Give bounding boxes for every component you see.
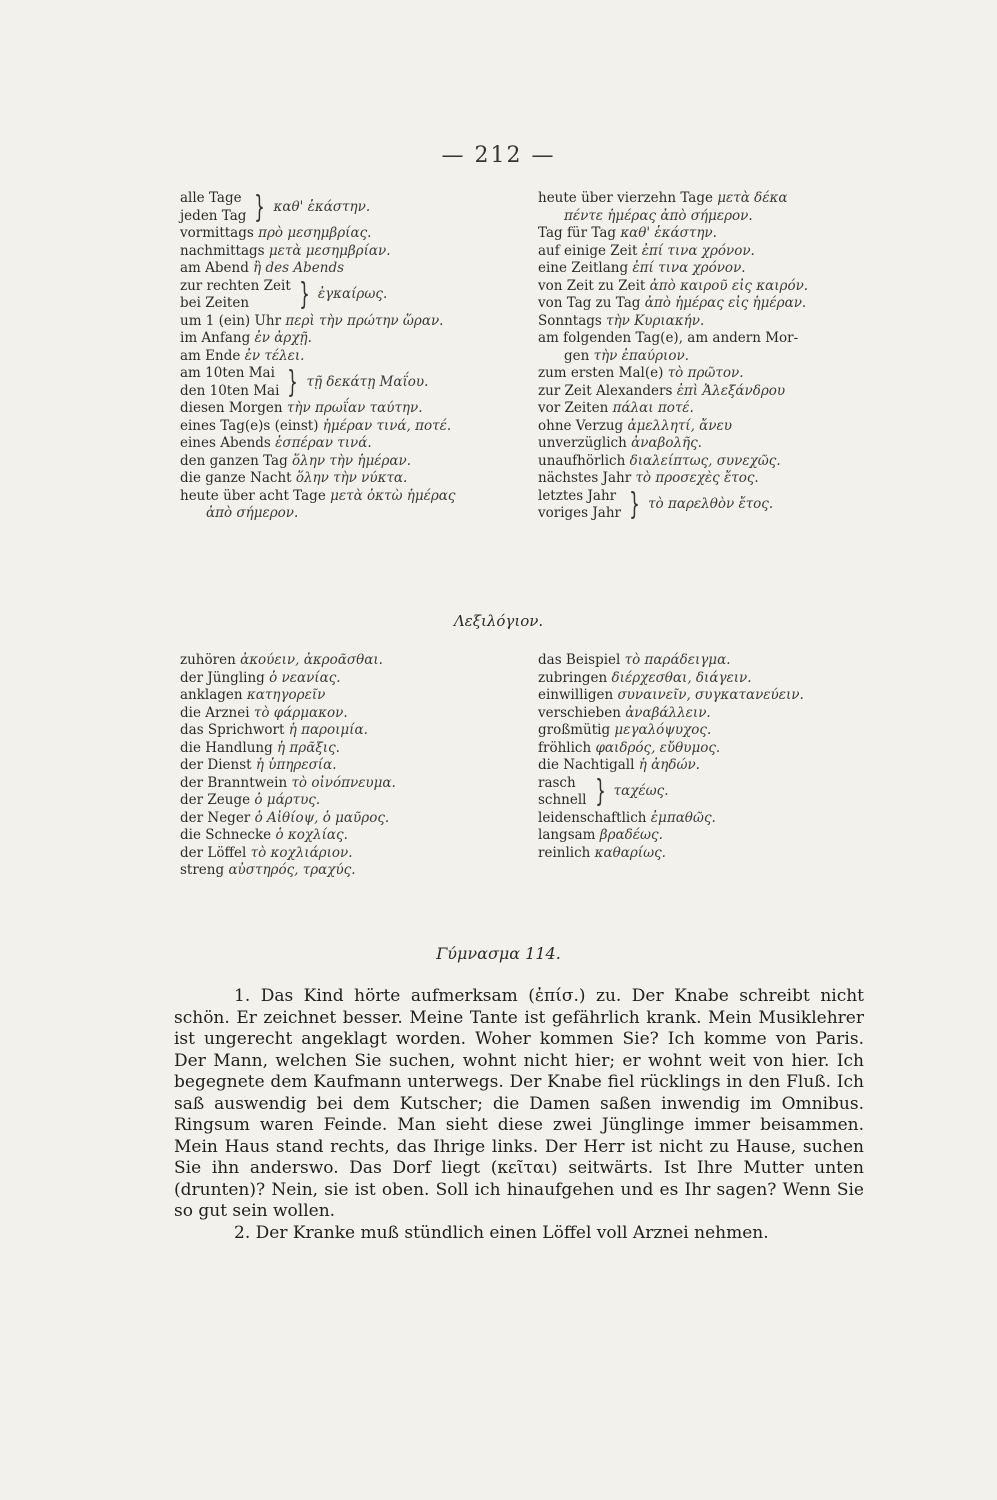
greek-translation: τὸ παρελθὸν ἔτος. <box>648 496 774 513</box>
german-term: am 10ten Mai <box>180 365 275 381</box>
greek-translation: μετὰ μεσημβρίαν. <box>268 242 391 259</box>
greek-translation: βραδέως. <box>599 827 663 843</box>
german-term: großmütig <box>538 722 611 738</box>
brace-entry <box>180 190 510 225</box>
german-term: heute über acht Tage <box>180 487 326 504</box>
german-term: von Tag zu Tag <box>538 295 641 311</box>
german-term: fröhlich <box>538 739 592 756</box>
greek-translation: μετὰ δέκα <box>717 190 788 206</box>
german-term: den 10ten Mai <box>180 382 280 399</box>
greek-translation: ταχέως. <box>613 783 669 800</box>
german-term: zuhören <box>180 652 236 668</box>
phrase-entry <box>538 810 878 828</box>
german-term: der Jüngling <box>180 669 265 686</box>
exercise-heading: Γύμνασμα 114. <box>436 944 561 963</box>
phrase-entry <box>180 757 510 775</box>
greek-translation: ἢ des Abends <box>253 260 345 276</box>
brace-words <box>180 278 291 313</box>
german-term: reinlich <box>538 844 591 861</box>
greek-translation: ἀπὸ καιροῦ εἰς καιρόν. <box>649 277 809 294</box>
german-term: Tag für Tag <box>538 225 617 241</box>
greek-translation: ἡμέραν τινά, ποτέ. <box>322 417 452 434</box>
vocab-column-right <box>538 652 878 862</box>
exercise-paragraph: 1. Das Kind hörte aufmerksam (ἐπίσ.) zu. Der Knabe schreibt nicht schön. Er zeichnet besser. Meine Tante ist gefährlich krank. Mein Musiklehrer ist ungerecht angeklagt worden. Woher kommen Sie? Ich komme von Paris. Der Mann, welchen Sie suchen, wohnt nicht hier; er wohnt weit von hier. Ich begegnete dem Kaufmann unterwegs. Der Knabe fiel rücklings in den Fluß. Ich saß auswendig bei dem Kutscher; die Damen saßen inwendig im Omnibus. Ringsum waren Feinde. Man sieht diese zwei Jünglinge immer beisammen. Mein Haus stand rechts, das Ihrige links. Der Herr ist nicht zu Hause, suchen Sie ihn anderswo. Das Dorf liegt (κεῖται) seitwärts. Ist Ihre Mutter unten (drunten)? Nein, sie ist oben. Soll ich hinaufgehen und es Ihr sagen? Wenn Sie so gut sein wollen. <box>174 986 864 1221</box>
phrase-entry <box>180 470 510 488</box>
phrase-entry <box>180 330 510 348</box>
greek-translation: τὸ φάρμακον. <box>253 704 348 721</box>
phrase-entry <box>538 845 878 863</box>
german-term: vor Zeiten <box>538 400 609 416</box>
german-term: der Löffel <box>180 844 247 861</box>
phrase-entry <box>538 383 878 401</box>
phrase-entry <box>180 243 510 261</box>
german-term: der Dienst <box>180 757 252 773</box>
german-term: unverzüglich <box>538 435 627 451</box>
german-term: streng <box>180 862 225 878</box>
phrase-entry <box>538 330 878 348</box>
phrase-entry <box>180 488 510 506</box>
german-term: den ganzen Tag <box>180 452 288 469</box>
phrase-entry <box>180 670 510 688</box>
brace-symbol: } <box>254 189 266 225</box>
phrase-entry <box>180 225 510 243</box>
german-term: am Ende <box>180 347 241 364</box>
greek-translation: ἐπί τινα χρόνον. <box>632 260 746 276</box>
german-term: nachmittags <box>180 242 265 259</box>
phrase-entry <box>538 278 878 296</box>
greek-translation: ἀμελλητί, ἄνευ <box>627 417 732 434</box>
german-term: jeden Tag <box>180 207 247 224</box>
german-term: schnell <box>538 792 587 808</box>
greek-translation: μετὰ ὀκτὼ ἡμέρας <box>330 487 456 504</box>
phrase-entry <box>180 453 510 471</box>
brace-symbol: } <box>287 364 299 400</box>
greek-translation: τὸ παράδειγμα. <box>624 652 731 668</box>
german-term: die Nachtigall <box>538 757 635 773</box>
greek-translation: ὁ κοχλίας. <box>275 827 348 843</box>
german-term: anklagen <box>180 687 243 703</box>
greek-translation: καθαρίως. <box>594 844 666 861</box>
greek-translation: διέρχεσθαι, διάγειν. <box>611 669 752 686</box>
german-term: der Branntwein <box>180 774 288 791</box>
german-term: verschieben <box>538 704 621 721</box>
phrase-entry <box>180 260 510 278</box>
german-term: langsam <box>538 827 596 843</box>
greek-translation: πάλαι ποτέ. <box>612 400 694 416</box>
greek-translation: ἡ ἀηδών. <box>638 757 700 773</box>
phrase-entry <box>538 652 878 670</box>
brace-symbol: } <box>594 774 606 809</box>
german-term: letztes Jahr <box>538 487 617 504</box>
greek-translation: ὅλην τὴν νύκτα. <box>295 470 408 486</box>
greek-translation: ἐγκαίρως. <box>317 286 388 303</box>
german-term: eines Tag(e)s (einst) <box>180 417 319 434</box>
german-term: das Sprichwort <box>180 722 285 738</box>
phrase-entry <box>538 722 878 740</box>
phrase-entry <box>180 775 510 793</box>
greek-translation: ἐπὶ Ἀλεξάνδρου <box>676 382 786 399</box>
greek-translation: τὸ οἰνόπνευμα. <box>291 774 396 791</box>
phrase-entry <box>538 670 878 688</box>
phrase-entry <box>538 365 878 383</box>
greek-translation: ἡ παροιμία. <box>288 722 368 738</box>
brace-entry <box>538 775 878 810</box>
phrase-entry <box>180 348 510 366</box>
greek-translation: τῇ δεκάτῃ Μαΐου. <box>306 373 429 390</box>
german-term: heute über vierzehn Tage <box>538 190 713 206</box>
lexilogion-heading: Λεξιλόγιον. <box>453 612 544 630</box>
brace-symbol: } <box>299 277 310 312</box>
phrase-entry <box>180 705 510 723</box>
greek-translation: ἀναβολῆς. <box>631 435 702 451</box>
greek-translation: ἡ πρᾶξις. <box>277 739 340 756</box>
phrase-entry <box>538 208 878 226</box>
phrase-entry <box>538 687 878 705</box>
german-term: ohne Verzug <box>538 417 624 434</box>
german-term: diesen Morgen <box>180 400 283 416</box>
greek-translation: τὴν ἐπαύριον. <box>593 347 689 364</box>
vocab-column-left <box>180 652 510 880</box>
phrase-entry <box>538 453 878 471</box>
greek-translation: αὐστηρός, τραχύς. <box>228 862 356 878</box>
german-term: gen <box>564 347 590 364</box>
exercise-text <box>174 986 864 1244</box>
german-term: zubringen <box>538 669 608 686</box>
german-term: vormittags <box>180 225 254 241</box>
phrase-entry <box>180 862 510 880</box>
phrase-entry <box>180 400 510 418</box>
phrase-entry <box>180 313 510 331</box>
german-term: zum ersten Mal(e) <box>538 365 664 381</box>
german-term: der Zeuge <box>180 792 251 808</box>
phrase-entry <box>538 827 878 845</box>
german-term: bei Zeiten <box>180 295 250 311</box>
phrase-entry <box>538 243 878 261</box>
greek-translation: πέντε ἡμέρας ἀπὸ σήμερον. <box>564 207 753 224</box>
german-term: eines Abends <box>180 435 271 451</box>
greek-translation: ἡ ὑπηρεσία. <box>255 757 337 773</box>
german-term: unaufhörlich <box>538 452 626 469</box>
german-term: die Arznei <box>180 704 250 721</box>
greek-translation: καθ' ἑκάστην. <box>273 198 371 215</box>
greek-translation: κατηγορεῖν <box>246 687 326 703</box>
phrase-entry <box>180 418 510 436</box>
phrase-entry <box>180 827 510 845</box>
german-term: nächstes Jahr <box>538 470 632 486</box>
greek-translation: τὸ πρῶτον. <box>667 365 744 381</box>
greek-translation: ἀπὸ σήμερον. <box>206 505 299 521</box>
german-term: die ganze Nacht <box>180 470 292 486</box>
german-term: die Handlung <box>180 739 273 756</box>
greek-translation: ἐπί τινα χρόνον. <box>641 242 755 259</box>
german-term: einwilligen <box>538 687 614 703</box>
phrase-entry <box>538 260 878 278</box>
phrase-entry <box>538 190 878 208</box>
german-term: im Anfang <box>180 330 251 346</box>
phrase-entry <box>180 845 510 863</box>
german-term: am Abend <box>180 260 249 276</box>
greek-translation: ἀπὸ ἡμέρας εἰς ἡμέραν. <box>644 295 807 311</box>
brace-symbol: } <box>629 487 640 522</box>
phrase-entry <box>538 757 878 775</box>
german-term: zur rechten Zeit <box>180 277 291 294</box>
phrase-column-right <box>538 190 878 523</box>
german-term: Sonntags <box>538 312 602 329</box>
greek-translation: πρὸ μεσημβρίας. <box>258 225 372 241</box>
phrase-entry <box>538 470 878 488</box>
german-term: leidenschaftlich <box>538 809 647 826</box>
brace-words <box>180 190 246 225</box>
greek-translation: συναινεῖν, συγκατανεύειν. <box>617 687 804 703</box>
phrase-entry <box>538 400 878 418</box>
phrase-entry <box>538 295 878 313</box>
german-term: rasch <box>538 774 576 791</box>
german-term: der Neger <box>180 809 251 826</box>
greek-translation: ἐν ἀρχῇ. <box>254 330 312 346</box>
greek-translation: καθ' ἑκάστην. <box>620 225 717 241</box>
phrase-entry <box>538 348 878 366</box>
german-term: von Zeit zu Zeit <box>538 277 646 294</box>
phrase-entry <box>538 705 878 723</box>
german-term: auf einige Zeit <box>538 242 638 259</box>
brace-entry <box>180 365 510 400</box>
phrase-entry <box>180 687 510 705</box>
greek-translation: ἀναβάλλειν. <box>625 704 711 721</box>
brace-words <box>538 488 621 523</box>
greek-translation: ἐμπαθῶς. <box>650 809 716 826</box>
greek-translation: ὁ Αἰθίοψ, ὁ μαῦρος. <box>254 809 390 826</box>
greek-translation: τὴν Κυριακήν. <box>606 312 705 329</box>
german-term: eine Zeitlang <box>538 260 629 276</box>
greek-translation: φαιδρός, εὔθυμος. <box>595 739 721 756</box>
greek-translation: ἀκούειν, ἀκροᾶσθαι. <box>240 652 383 668</box>
phrase-entry <box>180 810 510 828</box>
brace-entry <box>538 488 878 523</box>
greek-translation: ἑσπέραν τινά. <box>275 435 372 451</box>
greek-translation: ὁ νεανίας. <box>269 669 341 686</box>
phrase-entry <box>180 505 510 523</box>
greek-translation: ὁ μάρτυς. <box>254 792 321 808</box>
phrase-entry <box>538 435 878 453</box>
greek-translation: τὴν πρωΐαν ταύτην. <box>286 400 423 416</box>
phrase-entry <box>538 740 878 758</box>
german-term: am folgenden Tag(e), am andern Mor- <box>538 330 799 346</box>
brace-words <box>538 775 587 810</box>
phrase-column-left <box>180 190 510 523</box>
phrase-entry <box>180 722 510 740</box>
phrase-entry <box>180 792 510 810</box>
phrase-entry <box>538 313 878 331</box>
german-term: voriges Jahr <box>538 505 621 521</box>
german-term: das Beispiel <box>538 652 621 668</box>
german-term: die Schnecke <box>180 827 272 843</box>
greek-translation: περὶ τὴν πρώτην ὥραν. <box>285 312 444 329</box>
german-term: zur Zeit Alexanders <box>538 382 673 399</box>
phrase-entry <box>180 435 510 453</box>
greek-translation: ἐν τέλει. <box>244 347 305 364</box>
greek-translation: τὸ προσεχὲς ἔτος. <box>635 470 759 486</box>
greek-translation: ὅλην τὴν ἡμέραν. <box>292 452 412 469</box>
phrase-entry <box>180 652 510 670</box>
greek-translation: τὸ κοχλιάριον. <box>250 844 353 861</box>
brace-entry <box>180 278 510 313</box>
phrase-entry <box>538 225 878 243</box>
page-number: — 212 — <box>441 143 556 168</box>
exercise-paragraph: 2. Der Kranke muß stündlich einen Löffel voll Arznei nehmen. <box>234 1222 769 1243</box>
brace-words <box>180 365 279 400</box>
german-term: um 1 (ein) Uhr <box>180 312 282 329</box>
german-term: alle Tage <box>180 190 242 206</box>
phrase-entry <box>538 418 878 436</box>
phrase-entry <box>180 740 510 758</box>
greek-translation: διαλείπτως, συνεχῶς. <box>629 452 781 469</box>
greek-translation: μεγαλόψυχος. <box>614 722 712 738</box>
